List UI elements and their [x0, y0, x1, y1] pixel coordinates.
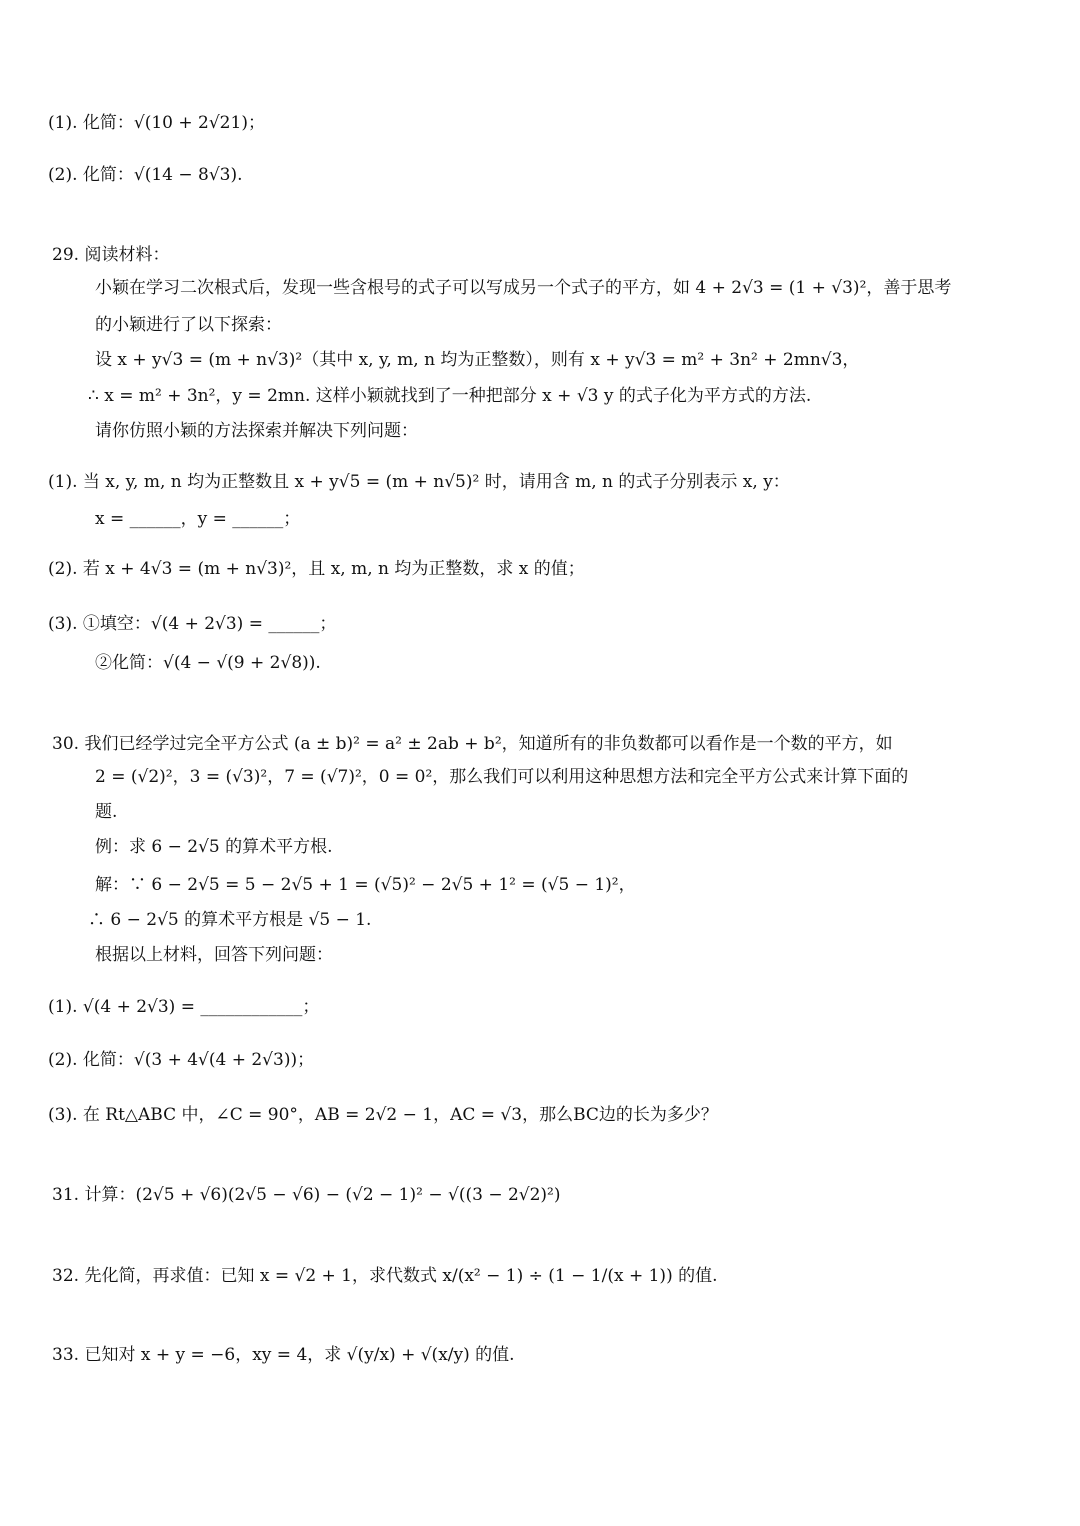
q30-solution-line1: 解：∵ 6 − 2√5 = 5 − 2√5 + 1 = (√5)² − 2√5 + 1² = (√5 − 1)²， [95, 875, 636, 895]
q28-part1: (1). 化简：√(10 + 2√21)； [48, 113, 265, 133]
q29-part3-simplify: ②化简：√(4 − √(9 + 2√8)). [95, 653, 321, 673]
q30-part1: (1). √(4 + 2√3) = ____________； [48, 997, 320, 1017]
q29-material-line1: 小颖在学习二次根式后，发现一些含根号的式子可以写成另一个式子的平方，如 4 + 2√3 = (1 + √3)²，善于思考 [95, 278, 952, 298]
q29-part3-fill: (3). ①填空：√(4 + 2√3) = ______； [48, 614, 337, 634]
q29-part1: (1). 当 x, y, m, n 均为正整数且 x + y√5 = (m + n√5)² 时，请用含 m, n 的式子分别表示 x, y： [48, 472, 790, 492]
q30-example: 例：求 6 − 2√5 的算术平方根. [95, 837, 333, 857]
q28-part2: (2). 化简：√(14 − 8√3). [48, 165, 243, 185]
q32: 32. 先化简，再求值：已知 x = √2 + 1，求代数式 x/(x² − 1) ÷ (1 − 1/(x + 1)) 的值. [52, 1266, 718, 1286]
q30-solution-line2: ∴ 6 − 2√5 的算术平方根是 √5 − 1. [88, 910, 372, 930]
q30-instruction: 根据以上材料，回答下列问题： [95, 945, 333, 965]
q30-part2: (2). 化简：√(3 + 4√(4 + 2√3))； [48, 1050, 315, 1070]
q29-part2: (2). 若 x + 4√3 = (m + n√3)²，且 x, m, n 均为正整数，求 x 的值； [48, 559, 585, 579]
q30-part3: (3). 在 Rt△ABC 中，∠C = 90°，AB = 2√2 − 1，AC = √3，那么BC边的长为多少？ [48, 1105, 718, 1125]
q29-material-line2: 的小颖进行了以下探索： [95, 315, 282, 335]
q30-material-line3: 题. [95, 802, 118, 822]
q29-material-line4: ∴ x = m² + 3n²，y = 2mn. 这样小颖就找到了一种把部分 x + √3 y 的式子化为平方式的方法. [88, 386, 812, 406]
q29-material-line5: 请你仿照小颖的方法探索并解决下列问题： [95, 421, 418, 441]
q30-heading: 30. 我们已经学过完全平方公式 (a ± b)² = a² ± 2ab + b²，知道所有的非负数都可以看作是一个数的平方，如 [52, 734, 893, 754]
q31: 31. 计算：(2√5 + √6)(2√5 − √6) − (√2 − 1)² − √((3 − 2√2)²) [52, 1185, 561, 1205]
q29-part1-answer: x = ______，y = ______； [95, 509, 301, 529]
q33: 33. 已知对 x + y = −6，xy = 4，求 √(y/x) + √(x/y) 的值. [52, 1345, 515, 1365]
q29-material-line3: 设 x + y√3 = (m + n√3)²（其中 x, y, m, n 均为正整数），则有 x + y√3 = m² + 3n² + 2mn√3， [95, 350, 860, 370]
q29-heading: 29. 阅读材料： [52, 245, 170, 265]
q30-material-line2: 2 = (√2)²，3 = (√3)²，7 = (√7)²，0 = 0²，那么我们可以利用这种思想方法和完全平方公式来计算下面的 [95, 767, 909, 787]
